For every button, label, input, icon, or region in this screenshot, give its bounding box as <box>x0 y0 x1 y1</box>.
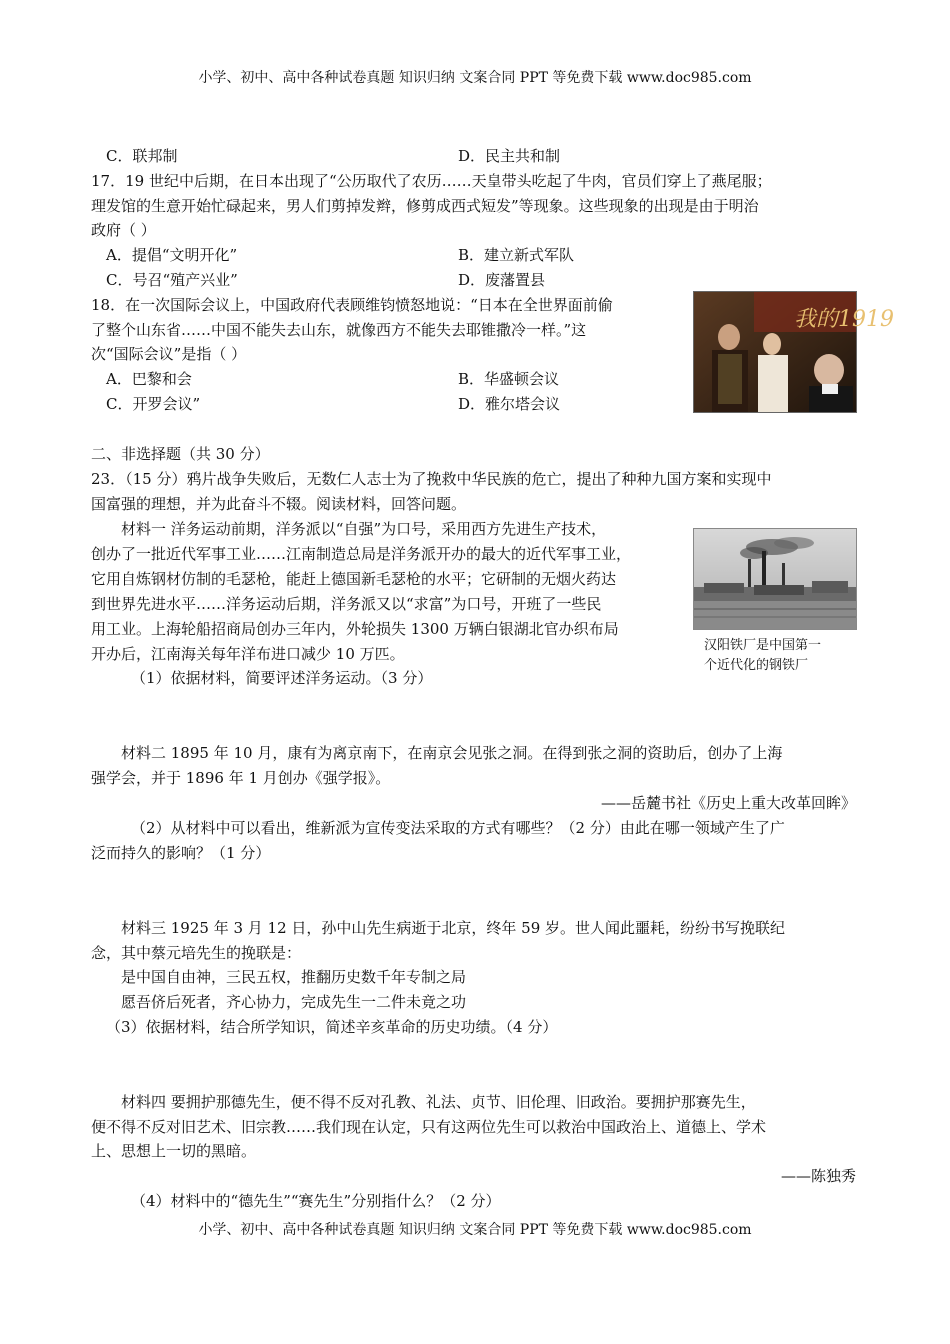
q18-option-b: B．华盛顿会议 <box>458 370 560 388</box>
material3-line1: 材料三 1925 年 3 月 12 日，孙中山先生病逝于北京，终年 59 岁。世人闻此噩耗，纷纷书写挽联纪 <box>121 919 786 937</box>
material1-line2: 创办了一批近代军事工业……江南制造总局是洋务派开办的最大的近代军事工业， <box>91 545 632 563</box>
q17-option-a: A．提倡“文明开化” <box>106 246 238 264</box>
material4-line2: 便不得不反对旧艺术、旧宗教……我们现在认定，只有这两位先生可以救治中国政治上、道德上、学术 <box>91 1118 767 1136</box>
subquestion-2-line2: 泛而持久的影响？（1 分） <box>91 844 271 862</box>
q17-option-b: B．建立新式军队 <box>458 246 575 264</box>
material3-line2: 念，其中蔡元培先生的挽联是： <box>91 944 302 962</box>
q17-stem-line3: 政府（ ） <box>91 221 156 239</box>
q18-option-a: A．巴黎和会 <box>106 370 192 388</box>
q17-option-c: C．号召“殖产兴业” <box>106 271 238 289</box>
subquestion-1: （1）依据材料，简要评述洋务运动。（3 分） <box>131 669 433 687</box>
material2-line1: 材料二 1895 年 10 月，康有为离京南下，在南京会见张之洞。在得到张之洞的资助后，创办了上海 <box>121 744 783 762</box>
hanyang-ironworks-photo <box>693 528 857 630</box>
q17-stem-line2: 理发馆的生意开始忙碌起来，男人们剪掉发辫，修剪成西式短发”等现象。这些现象的出现是由于明治 <box>91 197 759 215</box>
q18-stem-line3: 次“国际会议”是指（ ） <box>91 345 247 363</box>
movie-poster-illustration <box>694 292 894 412</box>
q18-stem-line1: 18．在一次国际会议上，中国政府代表顾维钧愤怒地说：“日本在全世界面前偷 <box>91 296 613 314</box>
material4-source: ——陈独秀 <box>780 1167 856 1185</box>
q18-option-d: D．雅尔塔会议 <box>458 395 561 413</box>
material1-line3: 它用自炼钢材仿制的毛瑟枪，能赶上德国新毛瑟枪的水平；它研制的无烟火药达 <box>91 570 617 588</box>
q16-option-c: C．联邦制 <box>106 147 178 165</box>
couplet-line2: 愿吾侪后死者，齐心协力，完成先生一二件未竟之功 <box>121 993 467 1011</box>
page-header: 小学、初中、高中各种试卷真题 知识归纳 文案合同 PPT 等免费下载 www.doc985.com <box>198 70 752 86</box>
photo-caption-line2: 个近代化的钢铁厂 <box>704 658 809 673</box>
subquestion-4: （4）材料中的“德先生”“赛先生”分别指什么？（2 分） <box>131 1192 501 1210</box>
couplet-line1: 是中国自由神，三民五权，推翻历史数千年专制之局 <box>121 968 467 986</box>
material1-line6: 开办后，江南海关每年洋布进口减少 10 万匹。 <box>91 645 405 663</box>
material2-line2: 强学会，并于 1896 年 1 月创办《强学报》。 <box>91 769 391 787</box>
subquestion-2-line1: （2）从材料中可以看出，维新派为宣传变法采取的方式有哪些？（2 分）由此在哪一领域产生了广 <box>131 819 785 837</box>
material4-line1: 材料四 要拥护那德先生，便不得不反对孔教、礼法、贞节、旧伦理、旧政治。要拥护那赛先生， <box>121 1093 756 1111</box>
q17-option-d: D．废藩置县 <box>458 271 546 289</box>
subquestion-3: （3）依据材料，结合所学知识，简述辛亥革命的历史功绩。（4 分） <box>106 1018 558 1036</box>
section-2-title: 二、非选择题（共 30 分） <box>91 445 270 463</box>
poster-title: 我的1919 <box>794 307 894 332</box>
q17-stem-line1: 17．19 世纪中后期，在日本出现了“公历取代了农历……天皇带头吃起了牛肉，官员们穿上了燕尾服； <box>91 172 772 190</box>
q23-intro-line2: 国富强的理想，并为此奋斗不辍。阅读材料，回答问题。 <box>91 495 467 513</box>
q23-intro-line1: 23．（15 分）鸦片战争失败后，无数仁人志士为了挽救中华民族的危亡，提出了种种九国方案和实现中 <box>91 470 772 488</box>
q16-option-d: D．民主共和制 <box>458 147 561 165</box>
q18-stem-line2: 了整个山东省……中国不能失去山东，就像西方不能失去耶锥撒冷一样。”这 <box>91 321 587 339</box>
photo-caption-line1: 汉阳铁厂是中国第一 <box>704 638 822 653</box>
page-footer: 小学、初中、高中各种试卷真题 知识归纳 文案合同 PPT 等免费下载 www.doc985.com <box>198 1222 752 1238</box>
q18-option-c: C．开罗会议” <box>106 395 201 413</box>
material2-source: ——岳麓书社《历史上重大改革回眸》 <box>600 794 856 812</box>
material1-line4: 到世界先进水平……洋务运动后期，洋务派又以“求富”为口号，开班了一些民 <box>91 595 602 613</box>
movie-poster-image <box>693 291 894 413</box>
material1-line5: 用工业。上海轮船招商局创办三年内，外轮损失 1300 万辆白银湖北官办织布局 <box>91 620 619 638</box>
ironworks-illustration <box>694 529 856 629</box>
material4-line3: 上、思想上一切的黑暗。 <box>91 1142 257 1160</box>
material1-line1: 材料一 洋务运动前期，洋务派以“自强”为口号，采用西方先进生产技术， <box>121 520 607 538</box>
